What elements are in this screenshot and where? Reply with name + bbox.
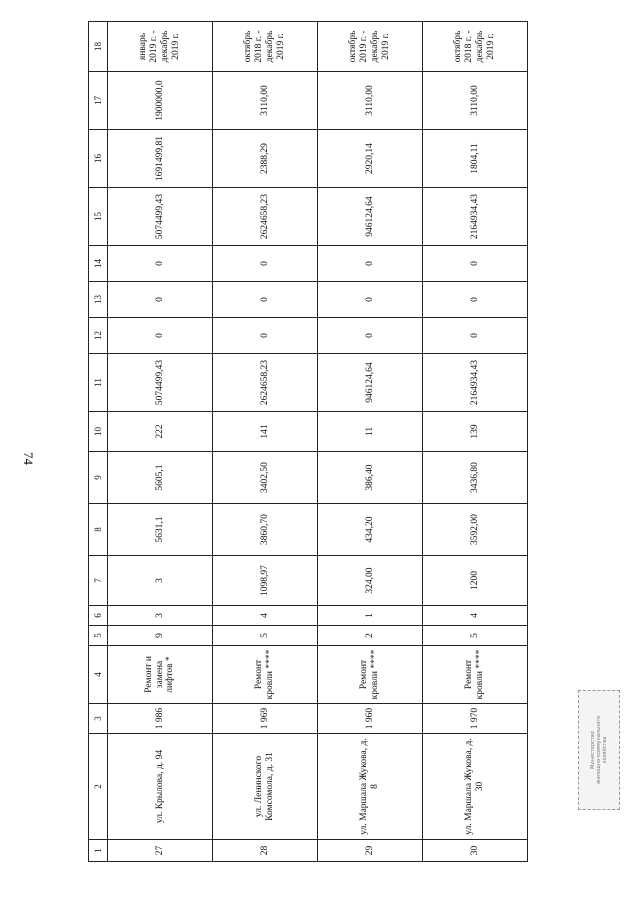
table-row [213, 22, 318, 862]
cell-value: 5605,1 [108, 452, 213, 504]
cell-value: 3402,50 [213, 452, 318, 504]
cell-value: 3110,00 [423, 72, 528, 130]
cell-address: ул. Крылова, д. 94 [108, 734, 213, 840]
cell-index: 27 [108, 840, 213, 862]
cell-address: ул. Ленинского Комсомола, д. 31 [213, 734, 318, 840]
cell-year: 1 986 [108, 704, 213, 734]
cell-value: 386,40 [318, 452, 423, 504]
stamp-text [590, 716, 608, 784]
cell-value: 0 [108, 282, 213, 318]
cell-value: 0 [108, 318, 213, 354]
cell-value: 2624658,23 [213, 354, 318, 412]
table-row [108, 22, 213, 862]
cell-value: 1804,11 [423, 130, 528, 188]
cell-entrances: 4 [423, 606, 528, 626]
stamp-line: Министерство [590, 731, 596, 769]
stamp-line: хозяйства [602, 736, 608, 764]
cell-value: 3 [108, 556, 213, 606]
cell-value: 1900000,0 [108, 72, 213, 130]
cell-floors: 9 [108, 626, 213, 646]
cell-work-type: Ремонт кровли **** [318, 646, 423, 704]
cell-address: ул. Маршала Жукова, д. 30 [423, 734, 528, 840]
cell-value: 2164934,43 [423, 188, 528, 246]
column-header: 12 [89, 318, 108, 354]
cell-period: октябрь 2018 г. - декабрь 2019 г. [213, 22, 318, 72]
cell-index: 29 [318, 840, 423, 862]
column-header: 4 [89, 646, 108, 704]
table-row [318, 22, 423, 862]
cell-work-type: Ремонт кровли **** [423, 646, 528, 704]
cell-value: 3110,00 [213, 72, 318, 130]
column-header: 16 [89, 130, 108, 188]
cell-period: январь 2019 г. - декабрь 2019 г. [108, 22, 213, 72]
cell-address: ул. Маршала Жукова, д. 8 [318, 734, 423, 840]
cell-value: 2920,14 [318, 130, 423, 188]
cell-floors: 2 [318, 626, 423, 646]
cell-value: 2164934,43 [423, 354, 528, 412]
cell-work-type: Ремонт и замена лифтов * [108, 646, 213, 704]
cell-value: 1691499,81 [108, 130, 213, 188]
column-header: 17 [89, 72, 108, 130]
cell-year: 1 970 [423, 704, 528, 734]
cell-value: 0 [213, 318, 318, 354]
cell-value: 0 [318, 282, 423, 318]
cell-value: 139 [423, 412, 528, 452]
column-header: 2 [89, 734, 108, 840]
column-header: 3 [89, 704, 108, 734]
cell-value: 5631,1 [108, 504, 213, 556]
cell-value: 324,00 [318, 556, 423, 606]
cell-floors: 5 [423, 626, 528, 646]
cell-year: 1 960 [318, 704, 423, 734]
cell-entrances: 4 [213, 606, 318, 626]
cell-value: 5074499,43 [108, 354, 213, 412]
cell-value: 0 [213, 246, 318, 282]
cell-floors: 5 [213, 626, 318, 646]
column-header: 10 [89, 412, 108, 452]
cell-period: октябрь 2018 г. - декабрь 2019 г. [423, 22, 528, 72]
column-header: 5 [89, 626, 108, 646]
stamp [578, 690, 620, 810]
column-header: 11 [89, 354, 108, 412]
column-header: 9 [89, 452, 108, 504]
cell-index: 28 [213, 840, 318, 862]
cell-entrances: 1 [318, 606, 423, 626]
cell-work-type: Ремонт кровли **** [213, 646, 318, 704]
cell-value: 1098,97 [213, 556, 318, 606]
cell-value: 946124,64 [318, 188, 423, 246]
column-header: 15 [89, 188, 108, 246]
cell-value: 3592,00 [423, 504, 528, 556]
cell-value: 434,20 [318, 504, 423, 556]
column-header: 8 [89, 504, 108, 556]
stamp-line: жилищно-коммунального [596, 715, 602, 785]
cell-value: 0 [318, 246, 423, 282]
page-number: 74 [21, 452, 36, 465]
column-header: 6 [89, 606, 108, 626]
cell-entrances: 3 [108, 606, 213, 626]
cell-value: 2388,29 [213, 130, 318, 188]
cell-value: 11 [318, 412, 423, 452]
table-row [423, 22, 528, 862]
cell-value: 2624658,23 [213, 188, 318, 246]
cell-value: 3110,00 [318, 72, 423, 130]
column-header: 7 [89, 556, 108, 606]
cell-period: октябрь 2019 г. - декабрь 2019 г. [318, 22, 423, 72]
cell-value: 1200 [423, 556, 528, 606]
cell-value: 141 [213, 412, 318, 452]
cell-value: 5074499,43 [108, 188, 213, 246]
cell-value: 0 [213, 282, 318, 318]
cell-value: 3436,80 [423, 452, 528, 504]
header-row [89, 22, 108, 862]
cell-value: 0 [108, 246, 213, 282]
column-header: 13 [89, 282, 108, 318]
cell-value: 0 [423, 282, 528, 318]
cell-value: 0 [423, 246, 528, 282]
column-header: 14 [89, 246, 108, 282]
column-header: 18 [89, 22, 108, 72]
table-frame [88, 22, 528, 862]
column-header: 1 [89, 840, 108, 862]
cell-value: 3860,70 [213, 504, 318, 556]
cell-value: 946124,64 [318, 354, 423, 412]
cell-year: 1 969 [213, 704, 318, 734]
cell-index: 30 [423, 840, 528, 862]
cell-value: 0 [318, 318, 423, 354]
cell-value: 0 [423, 318, 528, 354]
cell-value: 222 [108, 412, 213, 452]
repair-program-table [88, 21, 528, 862]
